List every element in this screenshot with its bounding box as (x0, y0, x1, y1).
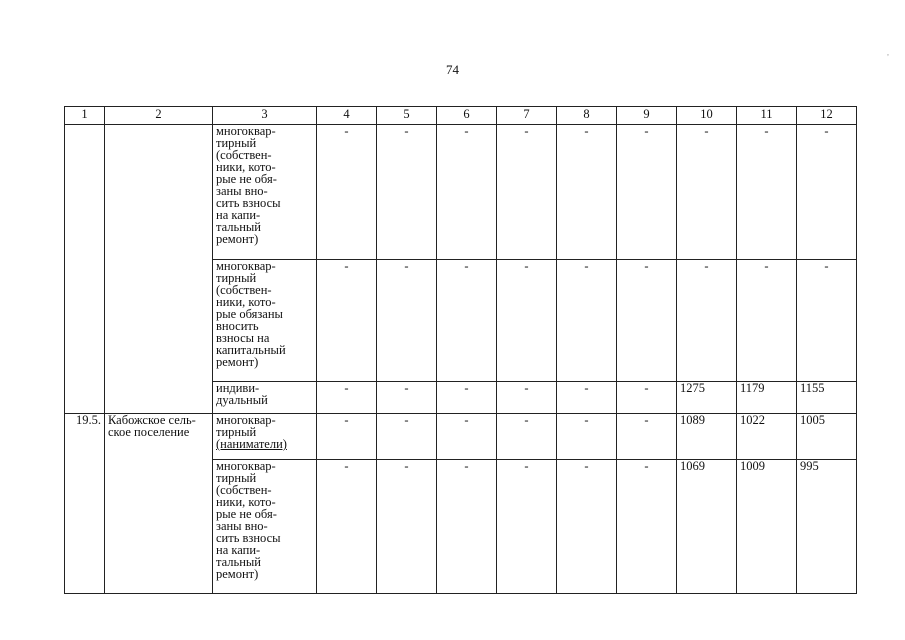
value-cell: - (497, 260, 557, 382)
value-cell: - (557, 125, 617, 260)
value-cell: 1089 (677, 414, 737, 460)
type-line: ремонт) (216, 567, 259, 581)
housing-type-cell (213, 260, 317, 382)
housing-type-cell (213, 382, 317, 414)
value-cell: 1179 (737, 382, 797, 414)
header-row (65, 107, 857, 125)
type-line: (собствен- (216, 283, 272, 297)
type-line: заны вно- (216, 519, 268, 533)
value-cell: - (737, 125, 797, 260)
type-line: (собствен- (216, 148, 272, 162)
value-cell: - (377, 460, 437, 594)
type-line: взносы на (216, 331, 270, 345)
header-col-3: 3 (213, 107, 317, 125)
page-number: 74 (446, 62, 459, 77)
housing-type-cell (213, 414, 317, 460)
type-line: ремонт) (216, 232, 259, 246)
value-cell: - (737, 260, 797, 382)
housing-type-cell (213, 460, 317, 594)
header-col-8: 8 (557, 107, 617, 125)
type-line: тирный (216, 471, 257, 485)
settlement-cell (105, 125, 213, 414)
value-cell: - (377, 260, 437, 382)
type-line: капитальный (216, 343, 286, 357)
value-cell: - (377, 125, 437, 260)
type-line: ники, кото- (216, 295, 276, 309)
header-col-12: 12 (797, 107, 857, 125)
type-line: ники, кото- (216, 495, 276, 509)
value-cell: - (617, 460, 677, 594)
value-cell: - (437, 382, 497, 414)
type-line: сить взносы (216, 531, 281, 545)
type-line: тальный (216, 220, 261, 234)
value-cell: - (557, 260, 617, 382)
value-cell: - (437, 260, 497, 382)
value-cell: - (437, 460, 497, 594)
value-cell: 1009 (737, 460, 797, 594)
header-col-4: 4 (317, 107, 377, 125)
value-cell: - (317, 125, 377, 260)
type-line: тальный (216, 555, 261, 569)
housing-type-cell (213, 125, 317, 260)
value-cell: - (677, 125, 737, 260)
type-line: многоквар- (216, 124, 276, 138)
value-cell: - (437, 125, 497, 260)
value-cell: - (497, 382, 557, 414)
type-line: многоквар- (216, 459, 276, 473)
value-cell: - (617, 382, 677, 414)
value-cell: - (557, 414, 617, 460)
table-row (65, 414, 857, 460)
header-col-10: 10 (677, 107, 737, 125)
type-line: (собствен- (216, 483, 272, 497)
value-cell: - (497, 460, 557, 594)
type-line: индиви- (216, 381, 260, 395)
header-col-1: 1 (65, 107, 105, 125)
row-number-cell (65, 125, 105, 414)
settlement-line: Кабожское сель- (108, 413, 196, 427)
value-cell: - (317, 382, 377, 414)
value-cell: - (557, 460, 617, 594)
row-number-cell: 19.5. (65, 414, 105, 594)
type-line: ники, кото- (216, 160, 276, 174)
value-cell: - (677, 260, 737, 382)
value-cell: - (797, 260, 857, 382)
value-cell: - (617, 260, 677, 382)
type-line: рые не обя- (216, 172, 277, 186)
type-line: дуальный (216, 393, 268, 407)
value-cell: - (317, 414, 377, 460)
header-col-6: 6 (437, 107, 497, 125)
type-line: заны вно- (216, 184, 268, 198)
type-line: тирный (216, 425, 257, 439)
value-cell: 1155 (797, 382, 857, 414)
value-cell: 1005 (797, 414, 857, 460)
value-cell: 1022 (737, 414, 797, 460)
value-cell: - (377, 414, 437, 460)
type-line: на капи- (216, 543, 261, 557)
value-cell: - (317, 460, 377, 594)
type-line: многоквар- (216, 259, 276, 273)
value-cell: - (317, 260, 377, 382)
type-line: сить взносы (216, 196, 281, 210)
value-cell: - (377, 382, 437, 414)
header-col-9: 9 (617, 107, 677, 125)
settlement-line: ское поселение (108, 425, 190, 439)
value-cell: - (497, 414, 557, 460)
type-line: рые не обя- (216, 507, 277, 521)
type-line: вносить (216, 319, 259, 333)
table-row (65, 125, 857, 260)
type-line: (нaниматели) (216, 437, 287, 451)
type-line: многоквар- (216, 413, 276, 427)
header-col-5: 5 (377, 107, 437, 125)
header-col-11: 11 (737, 107, 797, 125)
type-line: ремонт) (216, 355, 259, 369)
type-line: рые обязаны (216, 307, 283, 321)
value-cell: - (617, 414, 677, 460)
type-line: тирный (216, 271, 257, 285)
header-col-2: 2 (105, 107, 213, 125)
header-col-7: 7 (497, 107, 557, 125)
value-cell: 1069 (677, 460, 737, 594)
tariff-table (64, 106, 857, 594)
settlement-cell (105, 414, 213, 594)
value-cell: 1275 (677, 382, 737, 414)
value-cell: - (437, 414, 497, 460)
value-cell: 995 (797, 460, 857, 594)
value-cell: - (617, 125, 677, 260)
value-cell: - (797, 125, 857, 260)
type-line: тирный (216, 136, 257, 150)
corner-mark: , (887, 48, 889, 57)
value-cell: - (497, 125, 557, 260)
type-line: на капи- (216, 208, 261, 222)
value-cell: - (557, 382, 617, 414)
